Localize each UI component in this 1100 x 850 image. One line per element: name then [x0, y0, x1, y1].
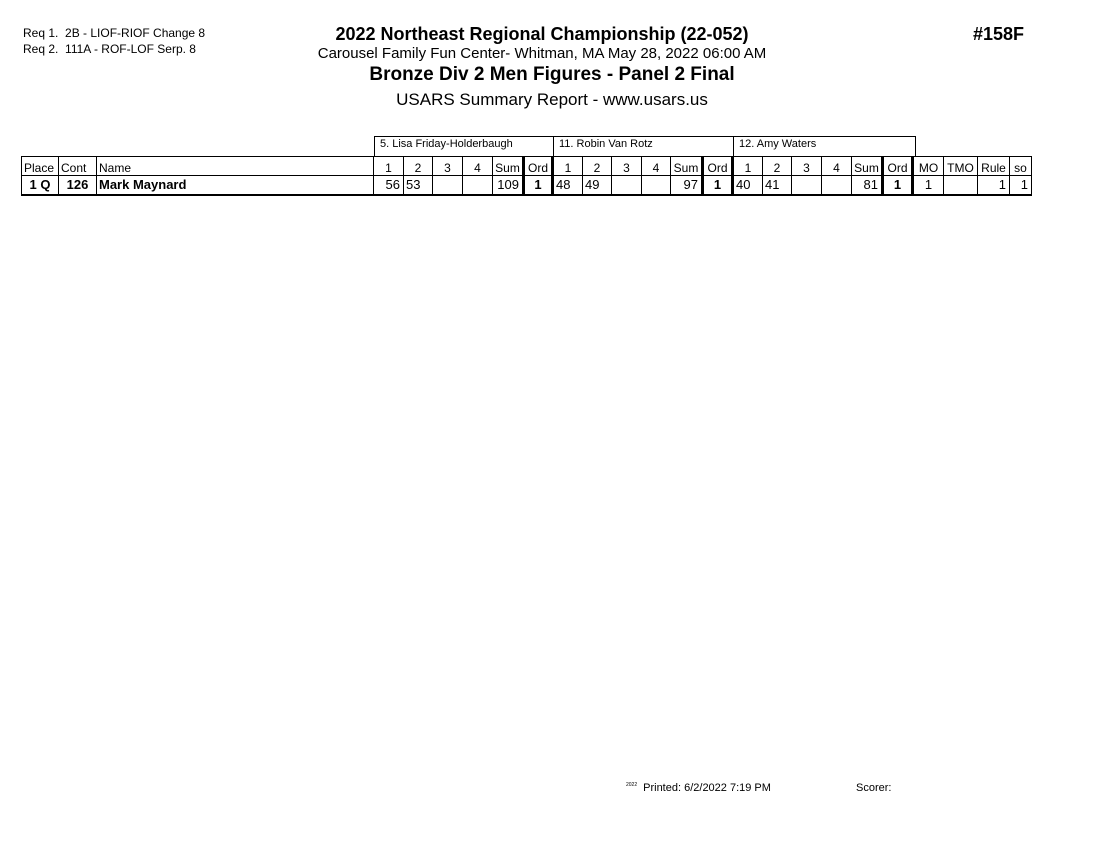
- summary-table: [21, 156, 1032, 196]
- col-j3-ord: Ord: [883, 157, 913, 176]
- col-j3-4: 4: [822, 157, 852, 176]
- requirement-text: 2B - LIOF-RIOF Change 8: [65, 26, 206, 40]
- col-j2-ord: Ord: [703, 157, 733, 176]
- j1-score-4: [463, 176, 493, 195]
- report-title: USARS Summary Report - www.usars.us: [396, 90, 708, 109]
- col-j2-2: 2: [583, 157, 612, 176]
- column-header-row: [22, 157, 1032, 176]
- j3-score-4: [822, 176, 852, 195]
- j3-score-3: [792, 176, 822, 195]
- judge-header-1: 5. Lisa Friday-Holderbaugh: [374, 136, 554, 156]
- j1-score-2: 53: [404, 176, 433, 195]
- tmo-cell: [944, 176, 978, 195]
- venue-date: Carousel Family Fun Center- Whitman, MA May 28, 2022 06:00 AM: [317, 45, 767, 62]
- j3-score-1: 40: [733, 176, 763, 195]
- printed-text: Printed: 6/2/2022 7:19 PM: [643, 782, 771, 794]
- col-j1-3: 3: [433, 157, 463, 176]
- skater-name-cell: Mark Maynard: [97, 176, 374, 195]
- j3-sum: 81: [852, 176, 883, 195]
- col-j3-1: 1: [733, 157, 763, 176]
- competition-title: 2022 Northeast Regional Championship (22-052): [335, 24, 749, 44]
- printed-stamp: [626, 782, 771, 794]
- col-j2-4: 4: [642, 157, 671, 176]
- col-rule: Rule: [978, 157, 1010, 176]
- col-j1-ord: Ord: [524, 157, 553, 176]
- event-name: Bronze Div 2 Men Figures - Panel 2 Final: [369, 64, 735, 85]
- col-name: Name: [97, 157, 374, 176]
- j2-sum: 97: [671, 176, 703, 195]
- j2-score-2: 49: [583, 176, 612, 195]
- j2-score-1: 48: [553, 176, 583, 195]
- col-tmo: TMO: [944, 157, 978, 176]
- col-j2-3: 3: [612, 157, 642, 176]
- scorer-label: Scorer:: [856, 782, 892, 794]
- j1-score-1: 56: [374, 176, 404, 195]
- col-cont: Cont: [59, 157, 97, 176]
- col-j3-sum: Sum: [852, 157, 883, 176]
- col-j3-3: 3: [792, 157, 822, 176]
- col-j1-4: 4: [463, 157, 493, 176]
- rule-cell: 1: [978, 176, 1010, 195]
- table-row: [22, 176, 1032, 195]
- place-cell: 1 Q: [22, 176, 59, 195]
- col-mo: MO: [913, 157, 944, 176]
- footer-code: 2022: [626, 782, 638, 788]
- j1-score-3: [433, 176, 463, 195]
- j2-ord: 1: [703, 176, 733, 195]
- j2-score-4: [642, 176, 671, 195]
- col-j1-2: 2: [404, 157, 433, 176]
- j3-ord: 1: [883, 176, 913, 195]
- mo-cell: 1: [913, 176, 944, 195]
- requirement-text: 111A - ROF-LOF Serp. 8: [65, 42, 196, 56]
- j1-sum: 109: [493, 176, 524, 195]
- col-so: so: [1010, 157, 1032, 176]
- cont-cell: 126: [59, 176, 97, 195]
- col-j1-1: 1: [374, 157, 404, 176]
- judge-header-3: 12. Amy Waters: [733, 136, 916, 156]
- j2-score-3: [612, 176, 642, 195]
- col-j1-sum: Sum: [493, 157, 524, 176]
- col-j2-sum: Sum: [671, 157, 703, 176]
- judge-header-2: 11. Robin Van Rotz: [553, 136, 734, 156]
- col-j2-1: 1: [553, 157, 583, 176]
- col-place: Place: [22, 157, 59, 176]
- j1-ord: 1: [524, 176, 553, 195]
- col-j3-2: 2: [763, 157, 792, 176]
- requirement-label: Req 2.: [23, 42, 59, 56]
- requirement-label: Req 1.: [23, 26, 59, 40]
- event-number: #158F: [972, 24, 1024, 44]
- j3-score-2: 41: [763, 176, 792, 195]
- so-cell: 1: [1010, 176, 1032, 195]
